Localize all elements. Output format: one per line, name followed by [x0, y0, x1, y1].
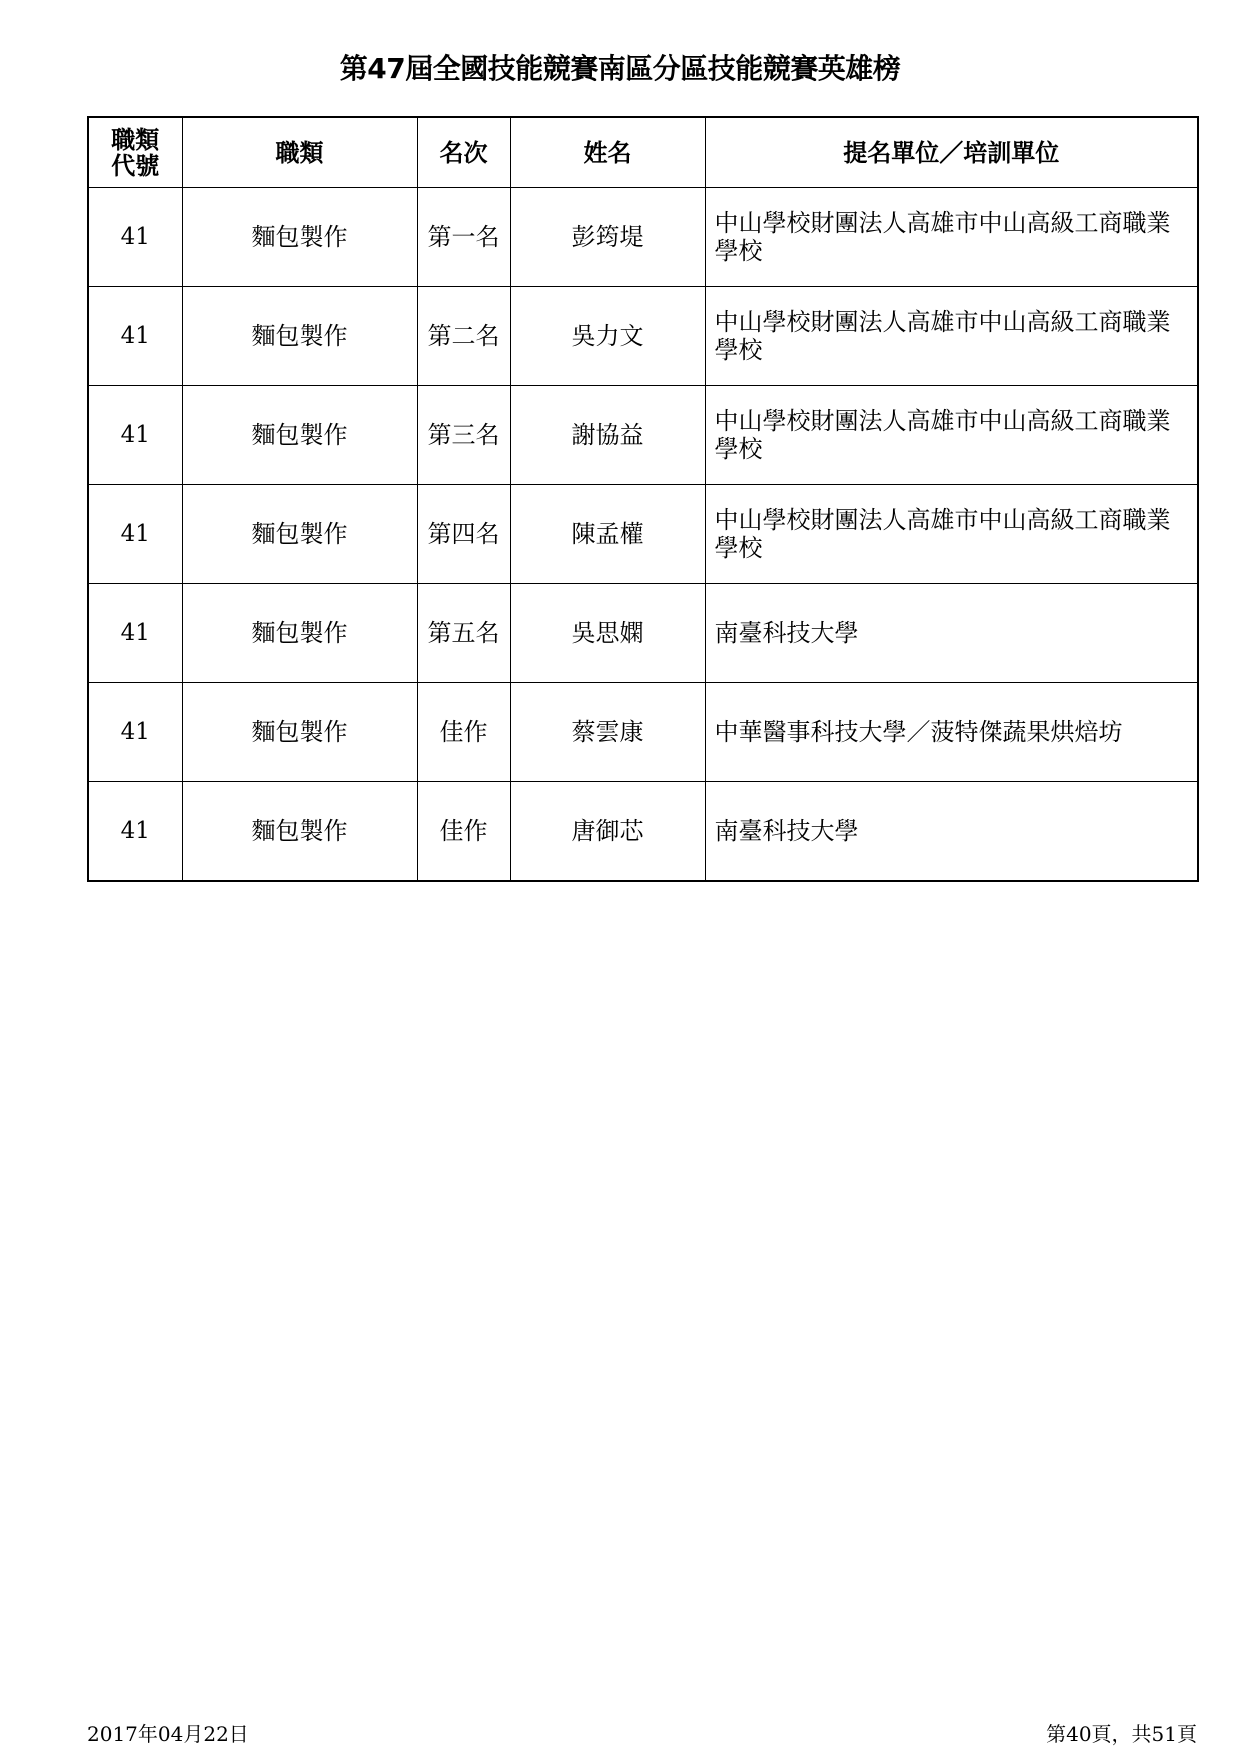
cell-trade: 麵包製作 [182, 782, 417, 882]
cell-unit: 中山學校財團法人高雄市中山高級工商職業學校 [705, 485, 1198, 584]
cell-unit: 中山學校財團法人高雄市中山高級工商職業學校 [705, 188, 1198, 287]
cell-unit: 南臺科技大學 [705, 584, 1198, 683]
cell-rank: 第一名 [417, 188, 510, 287]
cell-trade-code: 41 [88, 287, 182, 386]
cell-rank: 第五名 [417, 584, 510, 683]
footer-date: 2017年04月22日 [87, 1722, 249, 1746]
cell-rank: 佳作 [417, 782, 510, 882]
table-row [88, 782, 1198, 882]
cell-rank: 第四名 [417, 485, 510, 584]
table-row [88, 485, 1198, 584]
cell-trade: 麵包製作 [182, 287, 417, 386]
cell-rank: 佳作 [417, 683, 510, 782]
cell-unit: 中山學校財團法人高雄市中山高級工商職業學校 [705, 287, 1198, 386]
header-unit: 提名單位／培訓單位 [705, 117, 1198, 188]
cell-trade-code: 41 [88, 188, 182, 287]
cell-trade: 麵包製作 [182, 683, 417, 782]
document-title: 第47屆全國技能競賽南區分區技能競賽英雄榜 [339, 52, 901, 85]
cell-trade: 麵包製作 [182, 188, 417, 287]
cell-name: 唐御芯 [510, 782, 705, 882]
cell-name: 陳孟權 [510, 485, 705, 584]
cell-unit: 中山學校財團法人高雄市中山高級工商職業學校 [705, 386, 1198, 485]
cell-trade: 麵包製作 [182, 485, 417, 584]
table-row [88, 386, 1198, 485]
cell-trade-code: 41 [88, 485, 182, 584]
table-row [88, 584, 1198, 683]
cell-trade: 麵包製作 [182, 386, 417, 485]
cell-trade-code: 41 [88, 782, 182, 882]
header-trade-code: 職類 代號 [88, 117, 182, 188]
table-row [88, 188, 1198, 287]
footer-page-number: 第40頁，共51頁 [1046, 1722, 1197, 1746]
header-trade: 職類 [182, 117, 417, 188]
cell-name: 吳力文 [510, 287, 705, 386]
table-row [88, 683, 1198, 782]
cell-trade-code: 41 [88, 386, 182, 485]
cell-rank: 第三名 [417, 386, 510, 485]
cell-name: 蔡雲康 [510, 683, 705, 782]
table-header-row [88, 117, 1198, 188]
table-row [88, 287, 1198, 386]
cell-name: 彭筠堤 [510, 188, 705, 287]
header-name: 姓名 [510, 117, 705, 188]
cell-unit: 南臺科技大學 [705, 782, 1198, 882]
cell-name: 謝協益 [510, 386, 705, 485]
cell-trade-code: 41 [88, 584, 182, 683]
cell-trade: 麵包製作 [182, 584, 417, 683]
header-rank: 名次 [417, 117, 510, 188]
cell-unit: 中華醫事科技大學／菠特傑蔬果烘焙坊 [705, 683, 1198, 782]
cell-rank: 第二名 [417, 287, 510, 386]
award-table [87, 116, 1199, 882]
cell-name: 吳思嫻 [510, 584, 705, 683]
cell-trade-code: 41 [88, 683, 182, 782]
